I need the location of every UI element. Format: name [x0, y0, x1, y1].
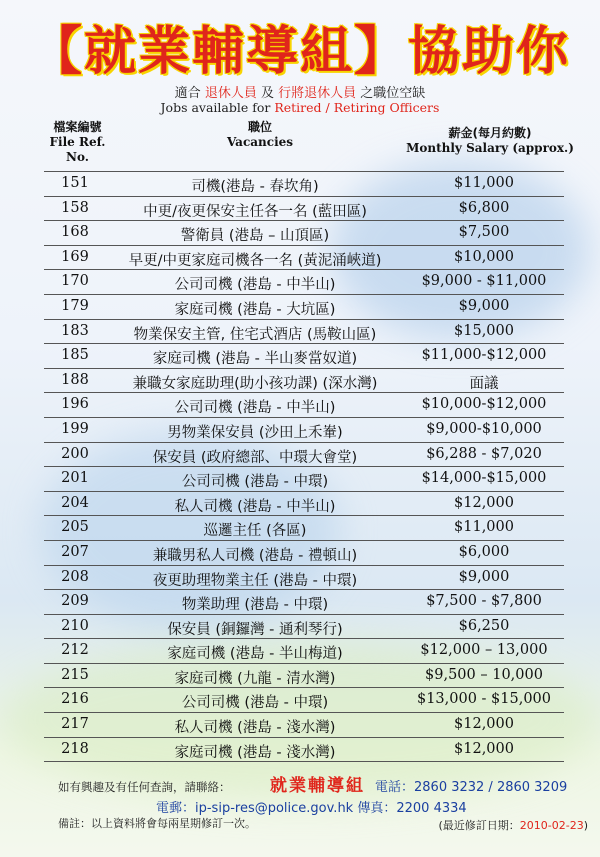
vacancy-cell: 私人司機 (港島 - 中半山): [174, 498, 336, 515]
subtitle-english: Jobs available for Retired / Retiring Officers: [160, 100, 440, 115]
salary-cell: $6,000: [458, 543, 510, 560]
file-ref-cell: 205: [61, 519, 89, 536]
salary-cell: $12,000: [454, 716, 514, 733]
table-row: [44, 295, 564, 320]
vacancy-table: [44, 171, 564, 762]
salary-cell: $10,000-$12,000: [421, 396, 547, 413]
salary-cell: $13,000 - $15,000: [416, 691, 552, 708]
email-fax-line: [156, 797, 467, 816]
salary-cell: $11,000: [454, 175, 514, 191]
vacancy-cell: 兼職女家庭助理(助小孩功課) (深水灣): [132, 375, 378, 392]
page-title: 【就業輔導組】協助你: [29, 21, 570, 82]
table-row: [44, 615, 564, 640]
file-ref-cell: 188: [61, 371, 89, 388]
column-header-vacancies: 職位 Vacancies: [226, 120, 294, 149]
vacancy-cell: 物業保安主管, 住宅式酒店 (馬鞍山區): [133, 326, 377, 343]
last-updated: (最近修訂日期：2010-02-23): [438, 819, 588, 832]
salary-cell: $11,000-$12,000: [421, 347, 547, 364]
salary-cell: $12,000: [454, 494, 514, 511]
table-row: [44, 171, 564, 197]
column-header-ref: 檔案編號 File Ref. No.: [49, 120, 106, 164]
salary-cell: $9,000: [458, 568, 510, 585]
file-ref-cell: 199: [61, 420, 89, 437]
table-row: [44, 344, 564, 369]
table-row: [44, 713, 564, 738]
table-row: [44, 639, 564, 664]
salary-cell: $6,250: [458, 617, 510, 634]
table-row: [44, 246, 564, 271]
file-ref-cell: 207: [61, 543, 89, 560]
salary-cell: $9,000 - $11,000: [421, 273, 547, 290]
salary-cell: $10,000: [454, 248, 514, 265]
file-ref-cell: 200: [61, 445, 89, 462]
fax-text: 傳真：2200 4334: [357, 801, 467, 816]
vacancy-cell: 司機(港島 - 春坎角): [191, 179, 319, 195]
file-ref-cell: 168: [61, 224, 89, 241]
table-row: [44, 492, 564, 517]
vacancy-cell: 家庭司機 (九龍 - 清水灣): [174, 670, 336, 687]
file-ref-cell: 196: [61, 396, 89, 413]
enquiry-text: 如有興趣及有任何查詢，請聯絡：: [58, 780, 231, 794]
file-ref-cell: 209: [61, 593, 89, 610]
file-ref-cell: 218: [61, 740, 89, 757]
table-row: [44, 590, 564, 615]
file-ref-cell: 216: [61, 691, 89, 708]
revision-note: 備註：以上資料將會每兩星期修訂一次。: [58, 817, 256, 830]
file-ref-cell: 201: [61, 470, 89, 487]
file-ref-cell: 204: [61, 494, 89, 511]
file-ref-cell: 215: [61, 666, 89, 683]
table-row: [44, 541, 564, 566]
column-header-salary: 薪金(每月約數) Monthly Salary (approx.): [406, 126, 574, 155]
vacancy-cell: 警衛員 (港島 – 山頂區): [180, 228, 330, 245]
file-ref-cell: 212: [61, 642, 89, 659]
vacancy-cell: 家庭司機 (港島 - 半山麥當奴道): [152, 351, 358, 368]
file-ref-cell: 179: [61, 297, 89, 314]
salary-cell: $11,000: [454, 519, 514, 536]
vacancy-cell: 公司司機 (港島 - 中環): [181, 695, 329, 712]
salary-cell: $6,800: [458, 199, 510, 216]
file-ref-cell: 169: [61, 248, 89, 265]
table-row: [44, 320, 564, 345]
file-ref-cell: 208: [61, 568, 89, 585]
salary-cell: $7,500 - $7,800: [426, 593, 542, 610]
vacancy-cell: 公司司機 (港島 - 中半山): [174, 400, 336, 417]
table-row: [44, 443, 564, 468]
table-row: [44, 418, 564, 443]
file-ref-cell: 185: [61, 347, 89, 364]
table-row: [44, 516, 564, 541]
table-row: [44, 369, 564, 394]
salary-cell: $9,500 – 10,000: [425, 666, 543, 683]
vacancy-cell: 巡邏主任 (各區): [203, 523, 307, 540]
salary-cell: $9,000: [458, 297, 510, 314]
phone-text: 電話：2860 3232 / 2860 3209: [375, 780, 568, 795]
vacancy-cell: 公司司機 (港島 - 中環): [181, 474, 329, 491]
table-row: [44, 197, 564, 222]
table-row: [44, 566, 564, 591]
vacancy-cell: 早更/中更家庭司機各一名 (黃泥涌峽道): [128, 252, 382, 269]
table-row: [44, 738, 564, 763]
file-ref-cell: 217: [61, 716, 89, 733]
table-row: [44, 393, 564, 418]
vacancy-cell: 家庭司機 (港島 - 淺水灣): [174, 744, 336, 761]
salary-cell: $7,500: [458, 224, 510, 241]
table-row: [44, 221, 564, 246]
salary-cell: 面議: [469, 375, 499, 392]
file-ref-cell: 210: [61, 617, 89, 634]
vacancy-cell: 兼職男私人司機 (港島 - 禮頓山): [152, 547, 358, 564]
table-row: [44, 664, 564, 689]
salary-cell: $9,000-$10,000: [426, 420, 542, 437]
table-row: [44, 467, 564, 492]
vacancy-cell: 私人司機 (港島 - 淺水灣): [174, 720, 336, 737]
salary-cell: $12,000: [454, 740, 514, 757]
file-ref-cell: 151: [61, 175, 89, 191]
file-ref-cell: 158: [61, 199, 89, 216]
vacancy-cell: 夜更助理物業主任 (港島 - 中環): [152, 572, 358, 589]
vacancy-cell: 物業助理 (港島 - 中環): [181, 597, 329, 614]
vacancy-cell: 男物業保安員 (沙田上禾輋): [167, 424, 343, 441]
salary-cell: $14,000-$15,000: [421, 470, 547, 487]
vacancy-cell: 公司司機 (港島 - 中半山): [174, 277, 336, 294]
vacancy-cell: 保安員 (銅鑼灣 - 通利琴行): [167, 621, 343, 638]
file-ref-cell: 170: [61, 273, 89, 290]
vacancy-cell: 中更/夜更保安主任各一名 (藍田區): [143, 203, 367, 220]
salary-cell: $12,000 – 13,000: [420, 642, 548, 659]
table-row: [44, 688, 564, 713]
email-link[interactable]: 電郵：ip-sip-res@police.gov.hk: [156, 801, 354, 816]
subtitle-chinese: 適合 退休人員 及 行將退休人員 之職位空缺: [174, 86, 426, 101]
unit-name: 就業輔導組: [270, 776, 365, 796]
table-row: [44, 270, 564, 295]
file-ref-cell: 183: [61, 322, 89, 339]
vacancy-cell: 家庭司機 (港島 - 大坑區): [174, 301, 336, 318]
vacancy-cell: 家庭司機 (港島 - 半山梅道): [167, 646, 343, 663]
salary-cell: $15,000: [454, 322, 514, 339]
salary-cell: $6,288 - $7,020: [426, 445, 542, 462]
vacancy-cell: 保安員 (政府總部、中環大會堂): [152, 449, 358, 466]
